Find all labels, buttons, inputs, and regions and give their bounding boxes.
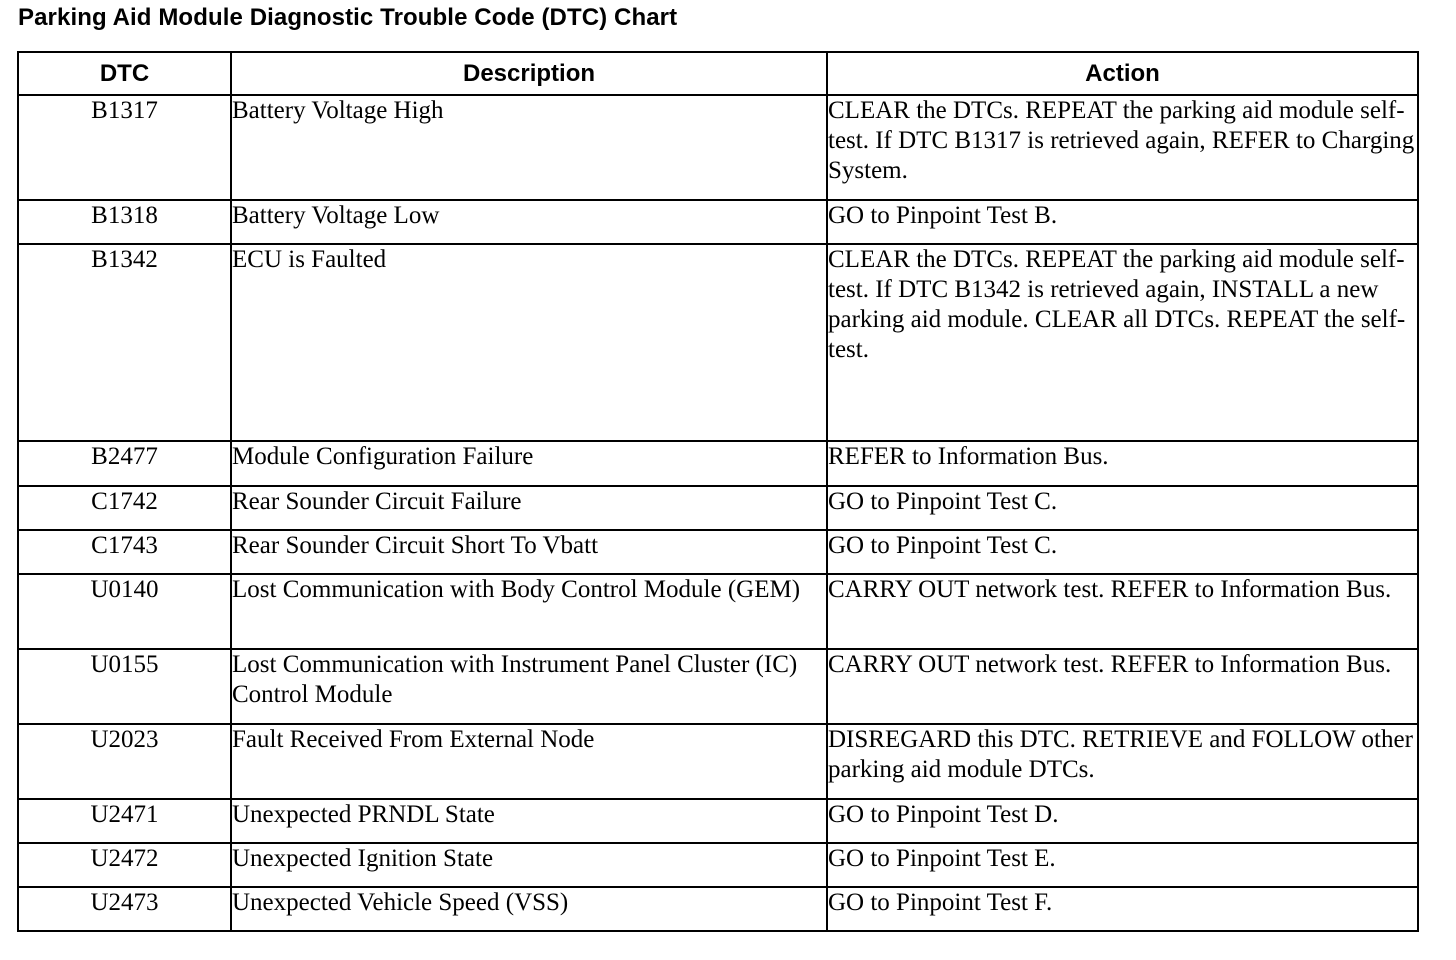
table-row: [18, 843, 1418, 887]
table-row: [18, 724, 1418, 799]
dtc-action: DISREGARD this DTC. RETRIEVE and FOLLOW other parking aid module DTCs.: [827, 724, 1418, 799]
dtc-action: CLEAR the DTCs. REPEAT the parking aid module self-test. If DTC B1317 is retrieved again, REFER to Charging System.: [827, 95, 1418, 200]
dtc-code: B1342: [18, 244, 231, 441]
dtc-action: GO to Pinpoint Test C.: [827, 486, 1418, 530]
dtc-code: B1318: [18, 200, 231, 244]
dtc-action: GO to Pinpoint Test E.: [827, 843, 1418, 887]
dtc-action: GO to Pinpoint Test C.: [827, 530, 1418, 574]
table-row: [18, 200, 1418, 244]
dtc-description: Rear Sounder Circuit Short To Vbatt: [231, 530, 827, 574]
dtc-code: U0140: [18, 574, 231, 649]
dtc-description: ECU is Faulted: [231, 244, 827, 441]
dtc-action: GO to Pinpoint Test F.: [827, 887, 1418, 931]
dtc-description: Battery Voltage High: [231, 95, 827, 200]
column-header-dtc: DTC: [18, 52, 231, 95]
table-row: [18, 574, 1418, 649]
dtc-action: CLEAR the DTCs. REPEAT the parking aid module self-test. If DTC B1342 is retrieved again, INSTALL a new parking aid module. CLEAR all DTCs. REPEAT the self-test.: [827, 244, 1418, 441]
column-header-description: Description: [231, 52, 827, 95]
table-row: [18, 486, 1418, 530]
dtc-description: Unexpected PRNDL State: [231, 799, 827, 843]
dtc-description: Unexpected Vehicle Speed (VSS): [231, 887, 827, 931]
dtc-table: [17, 51, 1419, 932]
dtc-code: C1743: [18, 530, 231, 574]
table-row: [18, 244, 1418, 441]
dtc-code: U2472: [18, 843, 231, 887]
column-header-action: Action: [827, 52, 1418, 95]
dtc-description: Fault Received From External Node: [231, 724, 827, 799]
dtc-code: U2471: [18, 799, 231, 843]
dtc-code: U0155: [18, 649, 231, 724]
table-row: [18, 649, 1418, 724]
dtc-description: Module Configuration Failure: [231, 441, 827, 486]
dtc-code: B2477: [18, 441, 231, 486]
dtc-action: CARRY OUT network test. REFER to Information Bus.: [827, 574, 1418, 649]
table-row: [18, 530, 1418, 574]
dtc-code: U2473: [18, 887, 231, 931]
table-row: [18, 887, 1418, 931]
dtc-description: Rear Sounder Circuit Failure: [231, 486, 827, 530]
table-row: [18, 95, 1418, 200]
dtc-action: CARRY OUT network test. REFER to Information Bus.: [827, 649, 1418, 724]
dtc-description: Lost Communication with Body Control Module (GEM): [231, 574, 827, 649]
dtc-description: Unexpected Ignition State: [231, 843, 827, 887]
dtc-action: GO to Pinpoint Test D.: [827, 799, 1418, 843]
table-header-row: [18, 52, 1418, 95]
dtc-code: C1742: [18, 486, 231, 530]
dtc-code: U2023: [18, 724, 231, 799]
dtc-description: Battery Voltage Low: [231, 200, 827, 244]
dtc-code: B1317: [18, 95, 231, 200]
table-row: [18, 799, 1418, 843]
dtc-action: GO to Pinpoint Test B.: [827, 200, 1418, 244]
table-row: [18, 441, 1418, 486]
dtc-action: REFER to Information Bus.: [827, 441, 1418, 486]
page-title: Parking Aid Module Diagnostic Trouble Code (DTC) Chart: [18, 4, 678, 31]
dtc-description: Lost Communication with Instrument Panel Cluster (IC) Control Module: [231, 649, 827, 724]
